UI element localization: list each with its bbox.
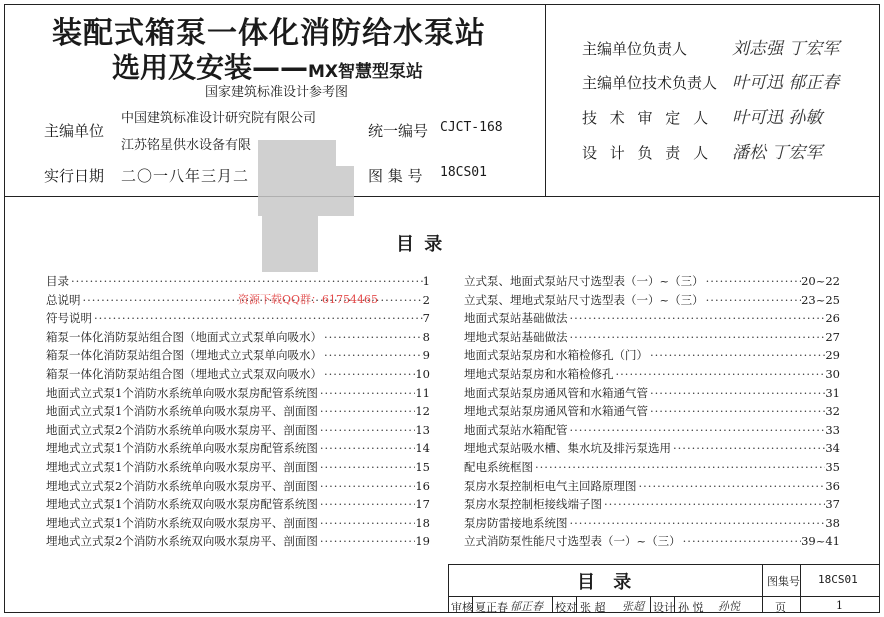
toc-entry-page: 31 [825,385,840,400]
responsibility-role: 技 术 审 定 人 [582,109,713,127]
toc-entry-title: 埋地式泵站泵房通风管和水箱通气管 [464,404,648,419]
atlas-title-sub: MX智慧型泵站 [308,62,424,82]
toc-entry[interactable] [464,439,840,458]
review-signature: 郁正春 [510,600,543,613]
toc-leader [318,495,416,514]
redaction-blur [258,166,354,216]
title-block-title: 目 录 [577,572,638,593]
toc-entry-title: 埋地式立式泵1个消防水系统单向吸水泵房配管系统图 [46,441,318,456]
toc-leader [318,514,416,533]
toc-entry[interactable] [46,309,430,328]
toc-entry-title: 配电系统框图 [464,459,533,474]
toc-leader [704,272,801,291]
title-block-row-divider [448,596,880,597]
title-block-col-divider [800,564,801,613]
toc-entry-page: 32 [825,404,840,419]
redaction-blur [258,140,336,166]
design-name: 孙 悦 [678,601,704,614]
toc-entry-title: 埋地式立式泵2个消防水系统双向吸水泵房平、剖面图 [46,534,318,549]
toc-leader [671,439,825,458]
toc-entry-title: 地面式泵站基础做法 [464,311,568,326]
toc-entry-page: 33 [825,422,840,437]
toc-entry-title: 总说明 [46,292,81,307]
toc-leader [318,439,416,458]
toc-entry-page: 36 [825,478,840,493]
review-name: 夏正春 [475,601,508,614]
toc-entry[interactable] [46,402,430,421]
toc-entry[interactable] [464,458,840,477]
toc-entry[interactable] [464,477,840,496]
unified-number-label: 统一编号 [368,122,429,140]
toc-entry-page: 30 [825,366,840,381]
toc-right-column [464,272,840,551]
toc-entry-page: 1 [422,274,430,288]
toc-entry-title: 埋地式立式泵2个消防水系统单向吸水泵房平、剖面图 [46,478,318,493]
toc-entry[interactable] [464,384,840,403]
atlas-number-label: 图 集 号 [368,167,423,185]
toc-entry[interactable] [46,458,430,477]
title-block-cell-divider [650,596,651,613]
toc-leader [681,532,801,551]
toc-entry-title: 立式消防泵性能尺寸选型表（一）~（三） [464,534,681,549]
toc-entry[interactable] [464,328,840,347]
toc-entry[interactable] [464,346,840,365]
editor-label: 主编单位 [44,122,105,140]
toc-leader [318,402,416,421]
effective-date-label: 实行日期 [44,167,105,185]
toc-entry-title: 符号说明 [46,311,92,326]
toc-leader [92,309,423,328]
toc-entry-page: 38 [825,515,840,530]
title-block-atlas-label: 图集号 [767,575,800,588]
toc-entry-title: 泵房防雷接地系统图 [464,515,568,530]
signature: 叶可迅 孙敏 [732,108,823,128]
toc-entry[interactable] [464,272,840,291]
toc-leader [602,495,825,514]
toc-leader [318,384,416,403]
toc-entry[interactable] [46,532,430,551]
toc-entry-page: 35 [825,459,840,474]
unified-number: CJCT-168 [440,120,503,135]
toc-entry-title: 埋地式立式泵1个消防水系统双向吸水泵房平、剖面图 [46,515,318,530]
toc-entry-title: 泵房水泵控制柜接线端子图 [464,497,602,512]
toc-leader [322,365,415,384]
toc-entry-page: 18 [415,515,430,530]
toc-leader [614,365,826,384]
toc-leader [69,272,423,291]
toc-entry-title: 埋地式泵站泵房和水箱检修孔 [464,366,614,381]
header-divider [4,196,880,197]
toc-entry[interactable] [464,421,840,440]
toc-entry-title: 立式泵、地面式泵站尺寸选型表（一）~（三） [464,274,704,288]
editor-org-1: 中国建筑标准设计研究院有限公司 [121,111,317,126]
atlas-title-line2 [112,46,423,86]
toc-entry[interactable] [46,514,430,533]
toc-entry-page: 20~22 [801,274,840,288]
toc-entry-page: 13 [415,422,430,437]
toc-entry[interactable] [464,514,840,533]
proof-signature: 张超 [622,600,644,613]
toc-entry-title: 地面式泵站水箱配管 [464,422,568,437]
toc-entry-title: 地面式立式泵1个消防水系统单向吸水泵房平、剖面图 [46,404,318,419]
toc-entry-page: 29 [825,348,840,363]
atlas-title-main: 选用及安装—— [112,51,309,84]
responsibility-role: 主编单位技术负责人 [582,74,718,92]
toc-leader [318,421,416,440]
toc-entry-title: 目录 [46,274,69,288]
effective-date: 二〇一八年三月二 [121,167,250,185]
editor-org-2: 江苏铭星供水设备有限 [121,138,252,153]
toc-entry-title: 埋地式立式泵1个消防水系统单向吸水泵房平、剖面图 [46,459,318,474]
toc-entry-page: 10 [415,366,430,381]
toc-entry[interactable] [46,421,430,440]
toc-entry[interactable] [46,272,430,291]
toc-leader [322,328,423,347]
watermark: 资源下载QQ群：61754465 [238,293,379,306]
toc-entry-page: 19 [415,534,430,549]
design-signature: 孙悦 [718,600,740,613]
toc-leader [648,346,825,365]
toc-entry-page: 37 [825,497,840,512]
toc-entry-page: 14 [415,441,430,456]
responsibility-role: 设 计 负 责 人 [582,144,713,162]
toc-entry-page: 23~25 [801,292,840,307]
design-label: 设计 [653,601,675,614]
title-block-cell-divider [552,596,553,613]
toc-leader [322,346,423,365]
toc-entry-title: 地面式泵站泵房和水箱检修孔（门） [464,348,648,363]
toc-entry[interactable] [46,439,430,458]
toc-entry-page: 7 [422,311,430,326]
toc-entry-page: 11 [415,385,430,400]
redaction-blur [262,216,318,272]
toc-leader [533,458,825,477]
review-label: 审核 [451,601,473,614]
toc-entry[interactable] [464,495,840,514]
atlas-title-line1: 装配式箱泵一体化消防给水泵站 [52,16,486,51]
toc-entry-title: 埋地式立式泵1个消防水系统双向吸水泵房配管系统图 [46,497,318,512]
toc-entry[interactable] [46,365,430,384]
toc-entry[interactable] [46,346,430,365]
toc-left-column [46,272,430,551]
toc-entry-page: 34 [825,441,840,456]
toc-entry-page: 16 [415,478,430,493]
toc-entry-page: 27 [825,329,840,344]
toc-entry[interactable] [464,532,840,551]
toc-entry-title: 立式泵、埋地式泵站尺寸选型表（一）~（三） [464,292,704,307]
toc-entry[interactable] [46,477,430,496]
toc-entry[interactable] [46,384,430,403]
toc-leader [648,384,825,403]
toc-entry[interactable] [46,495,430,514]
toc-leader [568,421,826,440]
toc-entry-page: 8 [422,329,430,344]
toc-leader [568,328,826,347]
toc-leader [318,532,416,551]
title-block-atlas-value: 18CS01 [818,573,858,586]
toc-entry-page: 17 [415,497,430,512]
toc-entry-title: 箱泵一体化消防泵站组合图（埋地式立式泵单向吸水） [46,348,322,363]
atlas-type: 国家建筑标准设计参考图 [205,85,349,100]
toc-entry[interactable] [46,328,430,347]
toc-leader [704,291,801,310]
toc-entry-page: 26 [825,311,840,326]
toc-entry-page: 15 [415,459,430,474]
toc-entry-title: 箱泵一体化消防泵站组合图（埋地式立式泵双向吸水） [46,366,322,381]
signature: 刘志强 丁宏军 [732,39,840,59]
toc-entry[interactable] [464,309,840,328]
toc-entry-title: 泵房水泵控制柜电气主回路原理图 [464,478,637,493]
toc-entry-title: 埋地式泵站吸水槽、集水坑及排污泵选用 [464,441,671,456]
page-value: 1 [836,599,843,612]
toc-leader [318,477,416,496]
toc-entry-page: 9 [422,348,430,363]
toc-leader [568,309,826,328]
proof-label: 校对 [555,601,577,614]
toc-entry-title: 地面式泵站泵房通风管和水箱通气管 [464,385,648,400]
toc-entry-page: 39~41 [801,534,840,549]
toc-entry-title: 埋地式泵站基础做法 [464,329,568,344]
toc-leader [648,402,825,421]
toc-leader [637,477,826,496]
proof-name: 张 超 [580,601,606,614]
atlas-number: 18CS01 [440,165,487,180]
toc-entry-title: 箱泵一体化消防泵站组合图（地面式立式泵单向吸水） [46,329,322,344]
title-block-top [448,564,880,565]
signature: 潘松 丁宏军 [732,143,823,163]
page-label: 页 [775,601,786,614]
toc-entry-page: 2 [422,292,430,307]
toc-leader [318,458,416,477]
title-block-col-divider [762,564,763,613]
toc-entry-page: 12 [415,404,430,419]
toc-entry-title: 地面式立式泵1个消防水系统单向吸水泵房配管系统图 [46,385,318,400]
toc-leader [568,514,826,533]
toc-entry[interactable] [464,402,840,421]
toc-heading: 目 录 [396,234,445,255]
signature: 叶可迅 郁正春 [732,73,840,93]
toc-entry[interactable] [464,291,840,310]
responsibility-role: 主编单位负责人 [582,40,688,58]
toc-entry[interactable] [464,365,840,384]
header-column-divider [545,4,546,196]
toc-entry-title: 地面式立式泵2个消防水系统单向吸水泵房平、剖面图 [46,422,318,437]
title-block-left [448,564,449,613]
